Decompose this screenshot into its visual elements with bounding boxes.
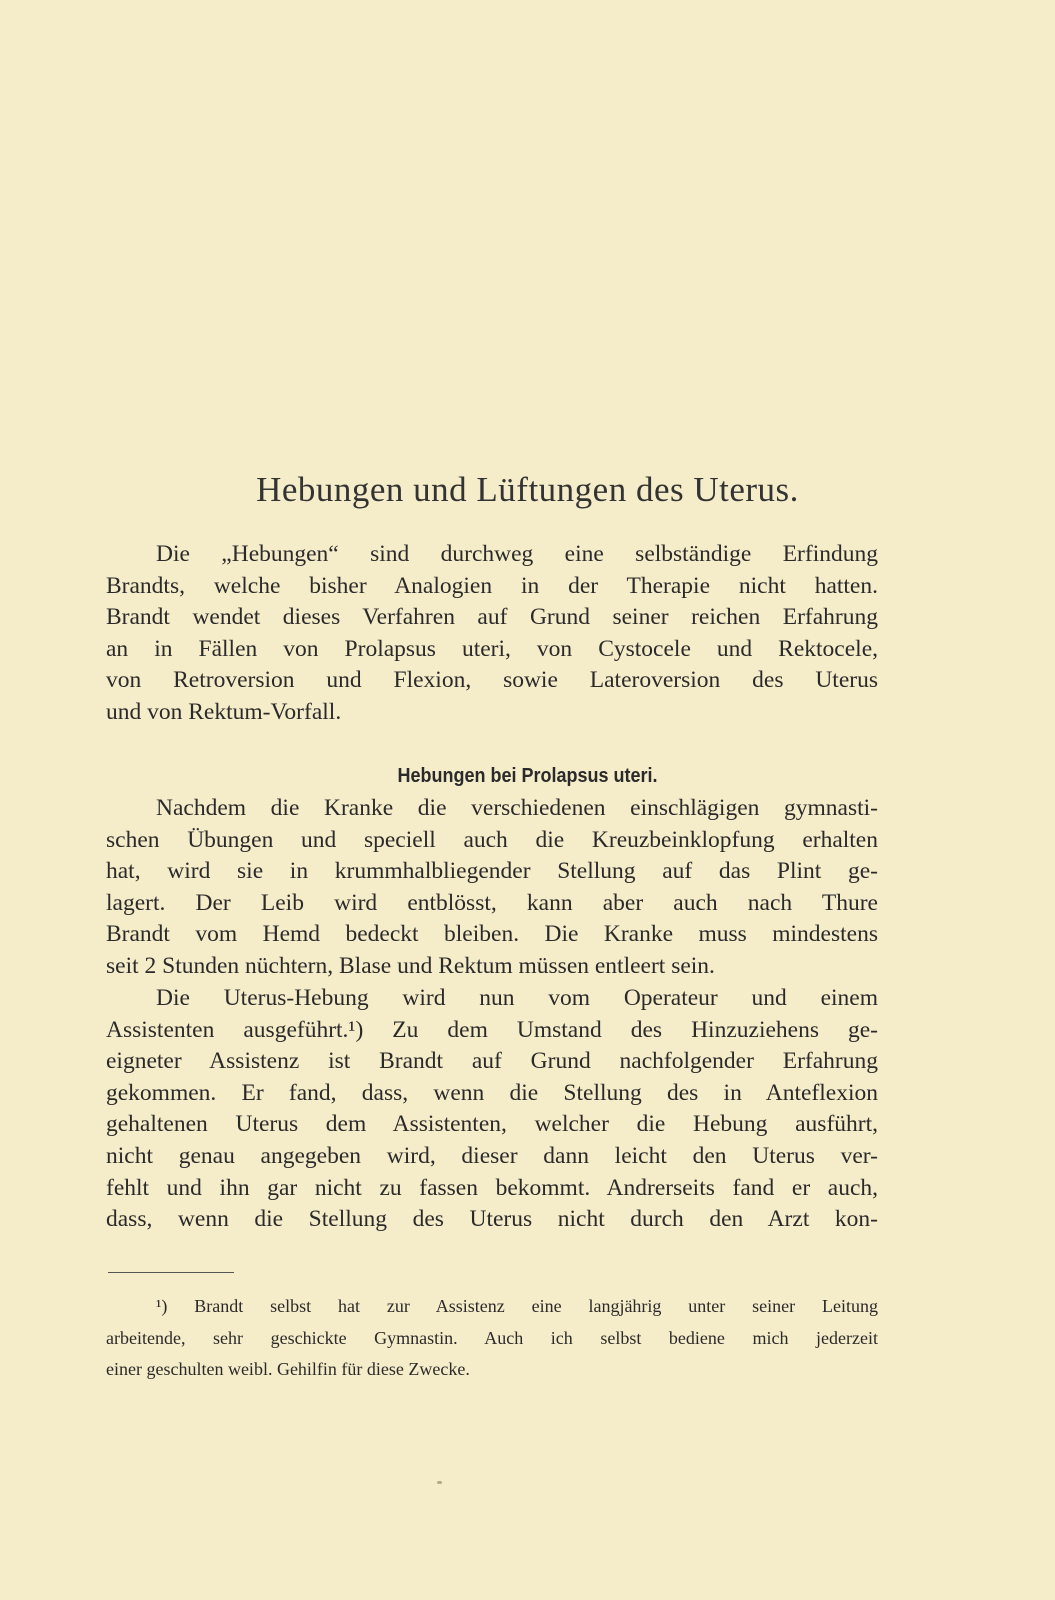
footnote <box>106 1293 878 1388</box>
footnote-line: einer geschulten weibl. Gehilfin für diese Zwecke. <box>106 1359 470 1380</box>
paper-speck <box>437 1481 442 1484</box>
text-line: und von Rektum-Vorfall. <box>106 698 342 725</box>
text-line: dass, wenn die Stellung des Uterus nicht durch den Arzt kon- <box>106 1206 878 1233</box>
text-line: Brandt wendet dieses Verfahren auf Grund seiner reichen Erfahrung <box>106 604 878 631</box>
text-line: Brandt vom Hemd bedeckt bleiben. Die Kranke muss mindestens <box>106 921 878 948</box>
text-line: Assistenten ausgeführt.¹) Zu dem Umstand des Hinzuziehens ge- <box>106 1016 878 1043</box>
text-line: gekommen. Er fand, dass, wenn die Stellung des in Anteflexion <box>106 1079 878 1106</box>
text-line: an in Fällen von Prolapsus uteri, von Cystocele und Rektocele, <box>106 635 878 662</box>
text-line: Die Uterus-Hebung wird nun vom Operateur und einem <box>156 985 878 1011</box>
section-heading: Hebungen bei Prolapsus uteri. <box>397 765 658 787</box>
text-line: eigneter Assistenz ist Brandt auf Grund nachfolgender Erfahrung <box>106 1048 878 1075</box>
text-line: Nachdem die Kranke die verschiedenen einschlägigen gymnasti- <box>156 795 878 821</box>
text-line: nicht genau angegeben wird, dieser dann leicht den Uterus ver- <box>106 1142 878 1169</box>
body-paragraph-1 <box>106 793 878 983</box>
footnote-line: arbeitende, sehr geschickte Gymnastin. Auch ich selbst bediene mich jederzeit <box>106 1327 878 1348</box>
text-line: lagert. Der Leib wird entblösst, kann aber auch nach Thure <box>106 889 878 916</box>
intro-paragraph <box>106 539 878 729</box>
footnote-line: ¹) Brandt selbst hat zur Assistenz eine langjährig unter seiner Leitung <box>156 1296 878 1316</box>
footnote-separator <box>108 1272 234 1273</box>
chapter-title: Hebungen und Lüftungen des Uterus. <box>256 470 799 509</box>
text-line: Die „Hebungen“ sind durchweg eine selbständige Erfindung <box>156 541 878 567</box>
body-paragraph-2 <box>106 983 878 1236</box>
text-line: seit 2 Stunden nüchtern, Blase und Rektum müssen entleert sein. <box>106 952 715 979</box>
text-line: Brandts, welche bisher Analogien in der Therapie nicht hatten. <box>106 572 878 599</box>
text-line: schen Übungen und speciell auch die Kreuzbeinklopfung erhalten <box>106 826 878 853</box>
text-line: hat, wird sie in krummhalbliegender Stellung auf das Plint ge- <box>106 858 878 885</box>
text-line: fehlt und ihn gar nicht zu fassen bekommt. Andrerseits fand er auch, <box>106 1174 878 1201</box>
text-line: von Retroversion und Flexion, sowie Lateroversion des Uterus <box>106 667 878 694</box>
text-line: gehaltenen Uterus dem Assistenten, welcher die Hebung ausführt, <box>106 1111 878 1138</box>
